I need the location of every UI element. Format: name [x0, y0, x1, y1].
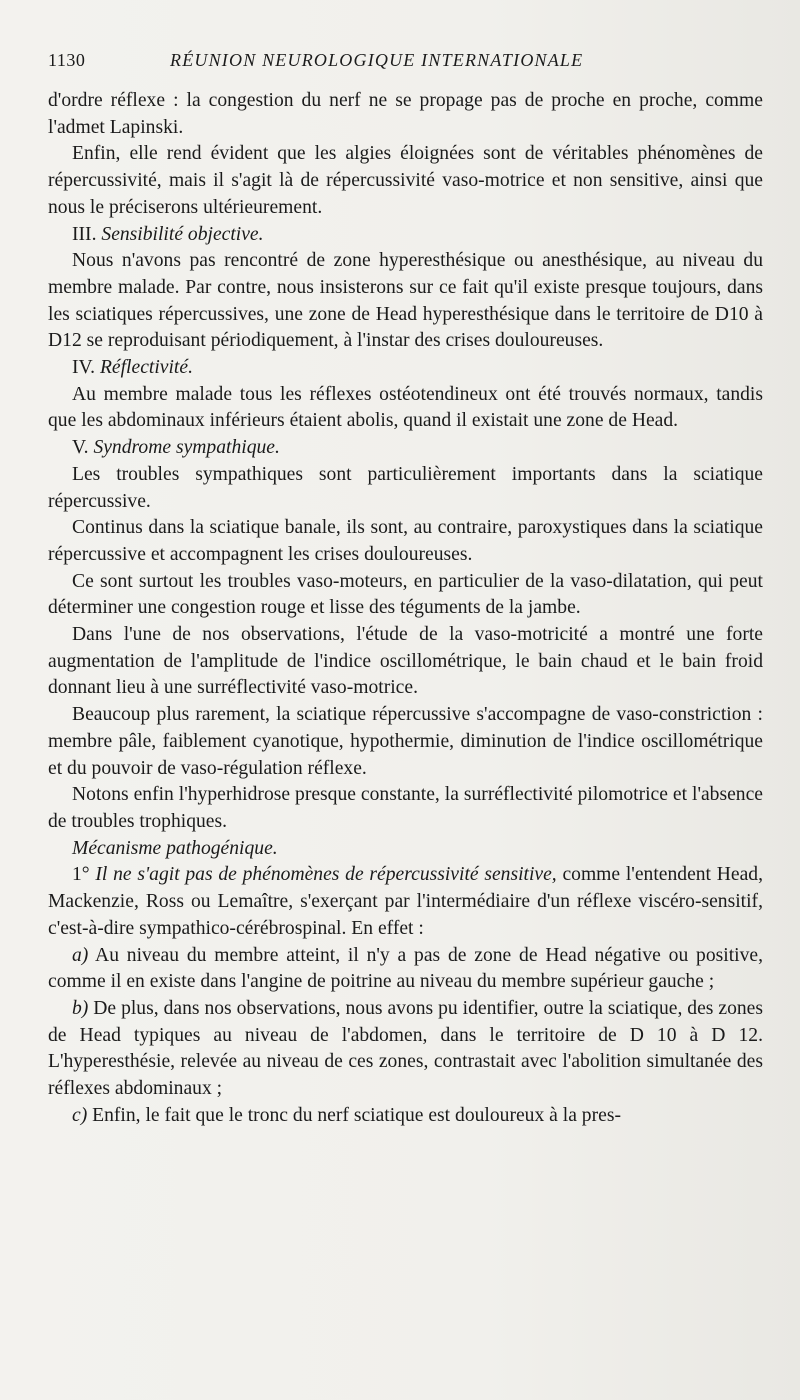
point-number: 1°: [72, 864, 90, 886]
section-heading: [48, 836, 763, 863]
item-label: c): [72, 1104, 88, 1126]
section-number: IV.: [72, 357, 96, 379]
section-heading: [48, 222, 763, 249]
point-lead: Il ne s'agit pas de phénomènes de répercussivité sensitive,: [95, 864, 557, 886]
paragraph: d'ordre réflexe : la congestion du nerf ne se propage pas de proche en proche, comme l'admet Lapinski.: [48, 90, 763, 138]
section-title: Syndrome sympathique.: [93, 437, 280, 459]
item-label: b): [72, 997, 89, 1019]
paragraph: Les troubles sympathiques sont particulièrement importants dans la sciatique répercussive.: [48, 463, 763, 512]
numbered-point: [48, 862, 763, 942]
item-text: De plus, dans nos observations, nous avons pu identifier, outre la sciatique, des zones de Head typiques au niveau de l'abdomen, dans le territoire de D 10 à D 12. L'hyperesthésie, relevée au niveau de ces zones, contrastait avec l'abolition simultanée des réflexes abdominaux ;: [48, 997, 763, 1100]
paragraph: Notons enfin l'hyperhidrose presque constante, la surréflectivité pilomotrice et l'absence de troubles trophiques.: [48, 784, 763, 832]
section-number: V.: [72, 437, 89, 459]
paragraph: Dans l'une de nos observations, l'étude de la vaso-motricité a montré une forte augmentation de l'amplitude de l'indice oscillométrique, le bain chaud et le bain froid donnant lieu à une surréflectivité vaso-motrice.: [48, 624, 763, 699]
paragraph: Continus dans la sciatique banale, ils sont, au contraire, paroxystiques dans la sciatique répercussive et accompagnent les crises douloureuses.: [48, 517, 763, 565]
paragraph: Ce sont surtout les troubles vaso-moteurs, en particulier de la vaso-dilatation, qui peut déterminer une congestion rouge et lisse des téguments de la jambe.: [48, 570, 763, 619]
lettered-list: [48, 943, 763, 1130]
item-text: Au niveau du membre atteint, il n'y a pas de zone de Head négative ou positive, comme il en existe dans l'angine de poitrine au niveau du membre supérieur gauche ;: [48, 944, 763, 993]
section-heading: [48, 435, 763, 462]
page-header: [48, 50, 768, 80]
list-item: [48, 1103, 763, 1130]
section-heading: [48, 355, 763, 382]
paragraph: Beaucoup plus rarement, la sciatique répercussive s'accompagne de vaso-constriction : membre pâle, faiblement cyanotique, hypothermie, diminution de l'indice oscillométrique et du pouvoir de vaso-régulation réflexe.: [48, 704, 763, 779]
page-body: [48, 88, 763, 1129]
list-item: [48, 943, 763, 996]
point-text: comme l'entendent Head, Mackenzie, Ross ou Lemaître, s'exerçant par l'intermédiaire d'un réflexe viscéro-sensitif, c'est-à-dire sympathico-cérébrospinal. En effet :: [48, 864, 763, 939]
paragraph: Nous n'avons pas rencontré de zone hyperesthésique ou anesthésique, au niveau du membre malade. Par contre, nous insisterons sur ce fait qu'il existe presque toujours, dans les sciatiques répercussives, une zone de Head hyperesthésique dans le territoire de D10 à D12 se reproduisant périodiquement, à l'instar des crises douloureuses.: [48, 250, 763, 352]
item-text: Enfin, le fait que le tronc du nerf sciatique est douloureux à la pres-: [87, 1104, 621, 1126]
section-title: Mécanisme pathogénique.: [72, 837, 278, 859]
page-number: 1130: [48, 50, 86, 70]
paragraph: Au membre malade tous les réflexes ostéotendineux ont été trouvés normaux, tandis que les abdominaux inférieurs étaient abolis, quand il existait une zone de Head.: [48, 383, 763, 432]
running-title: RÉUNION NEUROLOGIQUE INTERNATIONALE: [170, 50, 584, 70]
item-label: a): [72, 944, 89, 966]
section-title: Sensibilité objective.: [101, 223, 264, 245]
list-item: [48, 996, 763, 1103]
section-number: III.: [72, 223, 97, 245]
section-title: Réflectivité.: [99, 357, 193, 379]
paragraph: Enfin, elle rend évident que les algies éloignées sont de véritables phénomènes de répercussivité, mais il s'agit là de répercussivité vaso-motrice et non sensitive, ainsi que nous le préciserons ultérieurement.: [48, 143, 763, 218]
